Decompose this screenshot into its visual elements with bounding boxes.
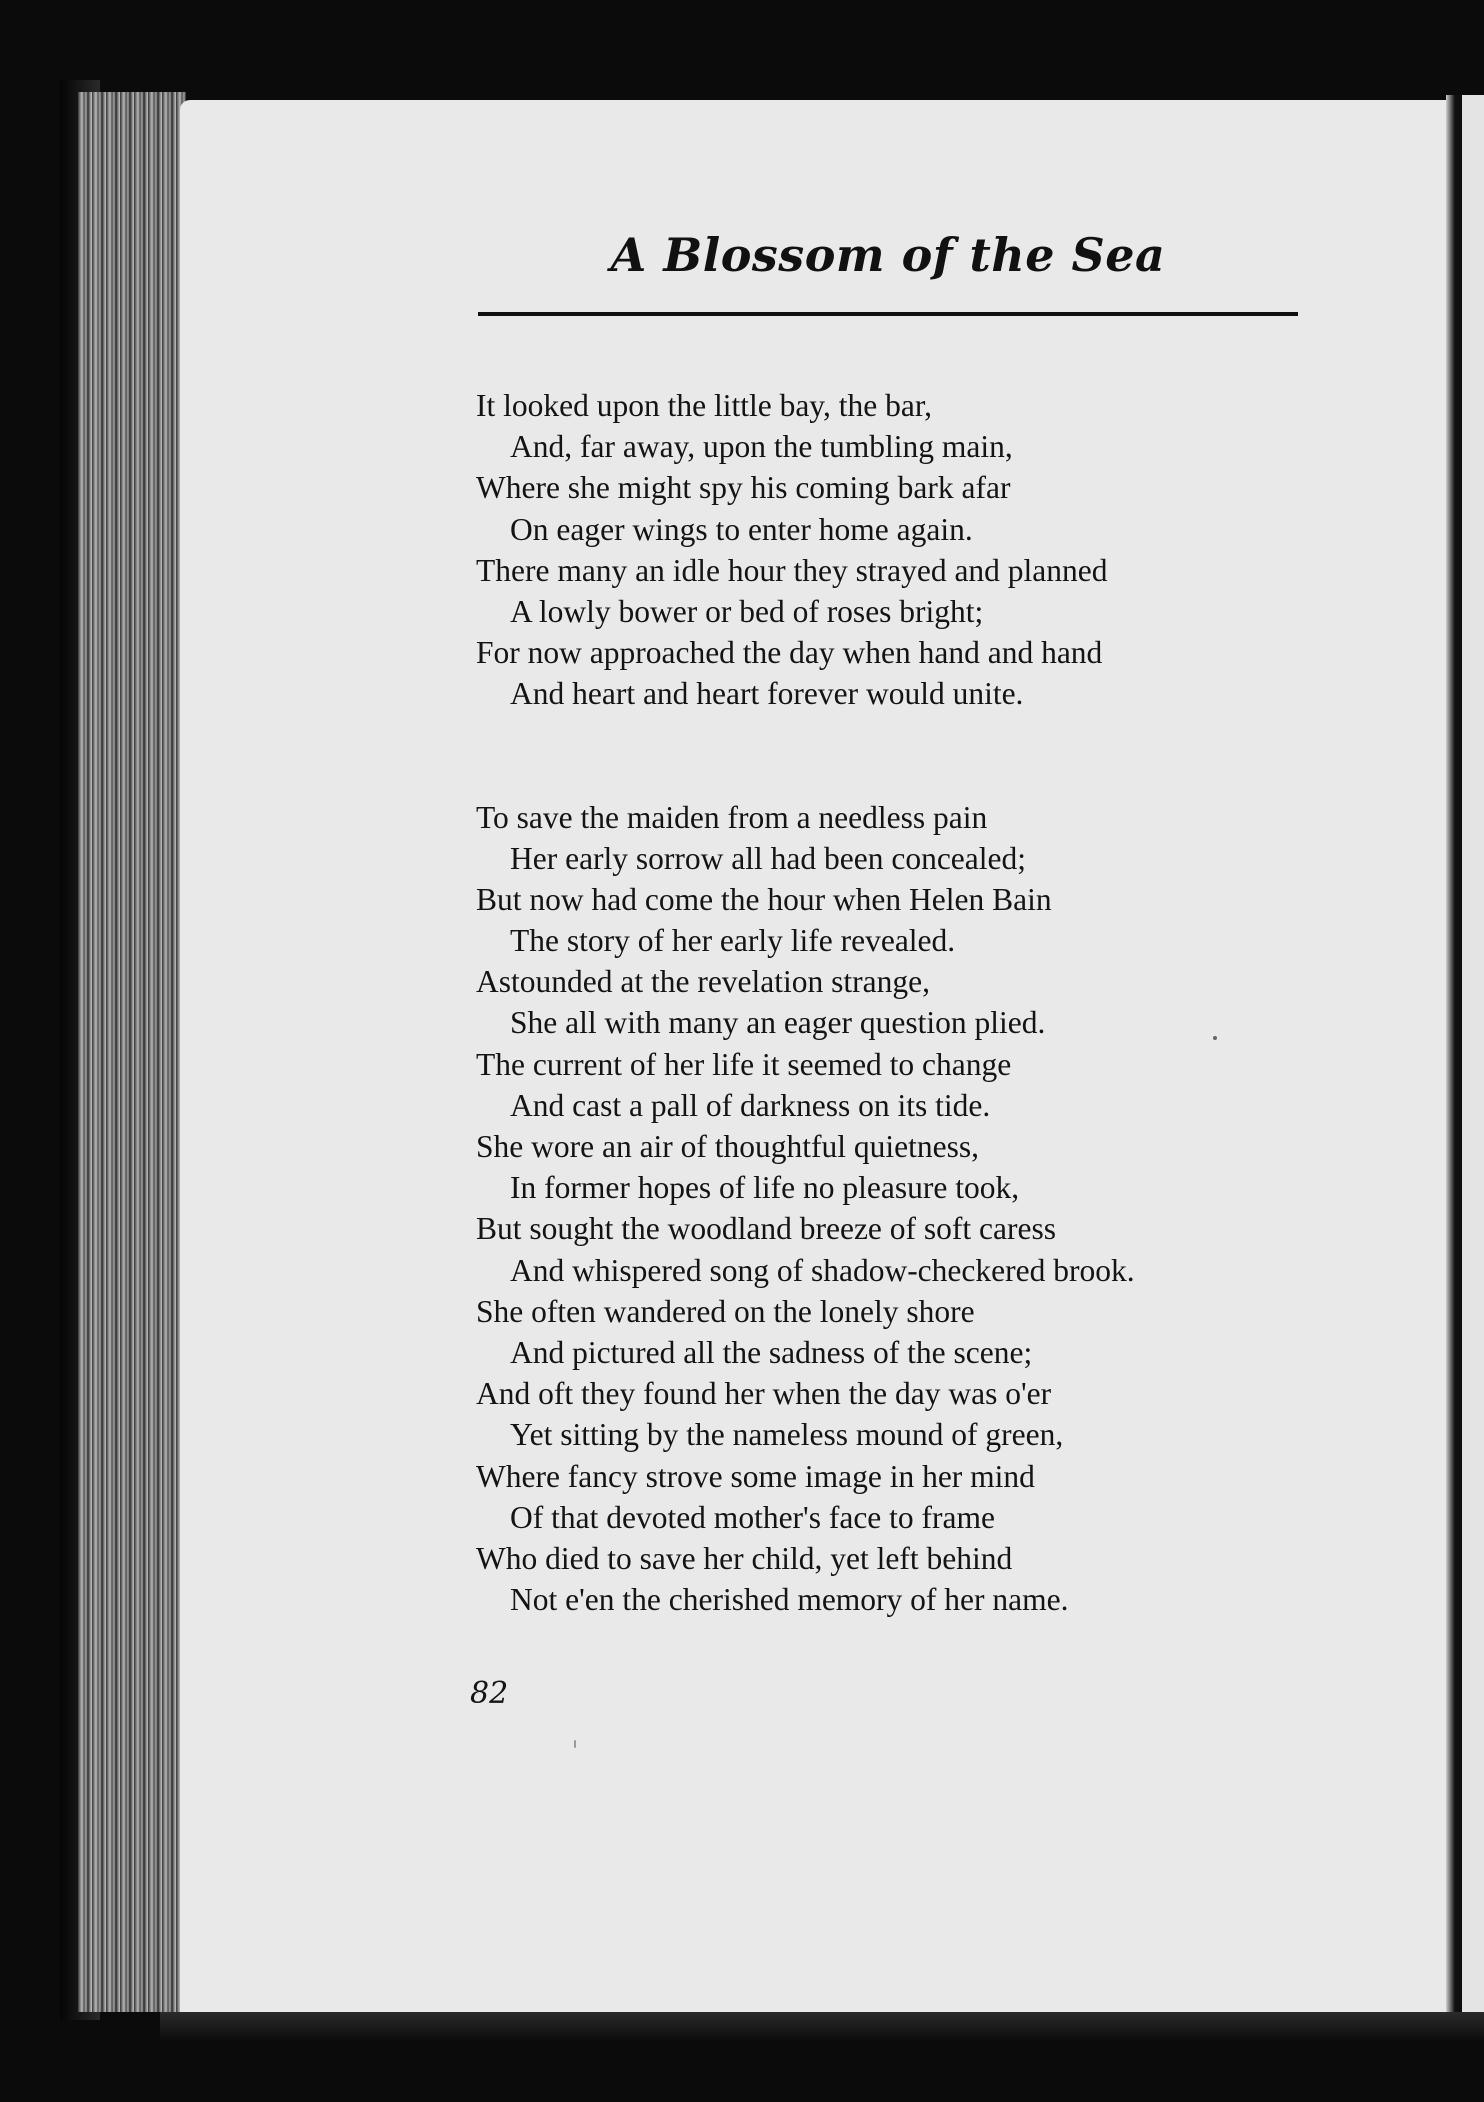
poem-line: Where fancy strove some image in her mind [476,1458,1035,1494]
bottom-shadow [160,2012,1484,2042]
stanza-1 [476,385,1376,715]
poem-line: But sought the woodland breeze of soft caress [476,1211,1056,1247]
running-head [478,228,1298,320]
poem-line: And, far away, upon the tumbling main, [510,429,1013,465]
poem-line: But now had come the hour when Helen Bain [476,881,1052,917]
poem-line: The current of her life it seemed to change [476,1046,1012,1082]
poem-line: Yet sitting by the nameless mound of green, [510,1417,1064,1453]
poem-line: For now approached the day when hand and hand [476,635,1103,671]
poem-line: She often wandered on the lonely shore [476,1293,975,1329]
poem-line: Of that devoted mother's face to frame [510,1499,995,1535]
poem-line: It looked upon the little bay, the bar, [476,388,932,423]
scan-speck [1213,1036,1217,1040]
poem-line: A lowly bower or bed of roses bright; [510,593,984,629]
poem-line: And whispered song of shadow-checkered brook. [510,1252,1135,1288]
poem-line: To save the maiden from a needless pain [476,799,988,835]
page-block-edges [78,92,186,2012]
poem-line: Astounded at the revelation strange, [476,964,930,1000]
poem-line: And pictured all the sadness of the scene; [510,1334,1033,1370]
poem-line: On eager wings to enter home again. [510,511,973,547]
stanza-2 [476,797,1376,1621]
poem-line: She all with many an eager question plied. [510,1005,1046,1041]
poem-line: And oft they found her when the day was o'er [476,1376,1052,1412]
scan-speck [574,1740,576,1748]
poem-line: She wore an air of thoughtful quietness, [476,1129,980,1164]
running-head-title: A Blossom of the Sea [610,228,1166,282]
poem-line: Not e'en the cherished memory of her name. [510,1582,1069,1618]
poem-line: Who died to save her child, yet left behind [476,1540,1013,1576]
poem-line: And cast a pall of darkness on its tide. [510,1087,991,1123]
facing-page-edge [1462,95,1484,2020]
poem-line: Where she might spy his coming bark afar [476,470,1011,506]
poem-line: And heart and heart forever would unite. [510,676,1024,712]
poem-line: There many an idle hour they strayed and planned [476,552,1108,588]
poem-line: In former hopes of life no pleasure took, [510,1170,1020,1206]
header-rule [478,312,1298,316]
page-number: 82 [470,1676,509,1711]
poem-line: Her early sorrow all had been concealed; [510,840,1026,876]
poem-text [476,385,1376,1620]
poem-line: The story of her early life revealed. [510,923,956,959]
